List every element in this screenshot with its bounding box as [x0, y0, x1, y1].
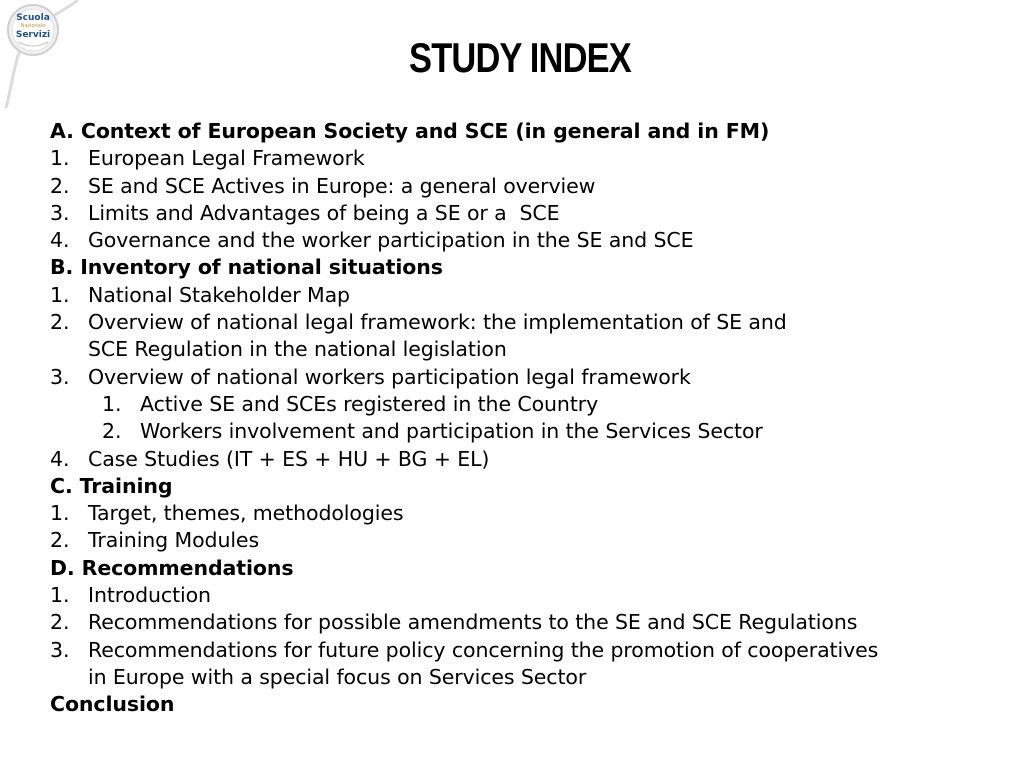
item-text: Workers involvement and participation in the Services Sector: [140, 419, 763, 444]
logo-text-line-3: Servizi: [15, 30, 51, 40]
sub-list-item: [50, 418, 1010, 445]
section-a-heading: A. Context of European Society and SCE (in general and in FM): [50, 119, 770, 143]
section-d-heading: D. Recommendations: [50, 555, 294, 580]
logo-text-line-2: Nazionale: [20, 23, 46, 29]
list-item-continuation: in Europe with a special focus on Services Sector: [88, 664, 587, 689]
item-number: 2.: [50, 528, 70, 553]
item-number: 4.: [50, 228, 70, 253]
list-item: [50, 637, 1010, 664]
item-number: 2.: [50, 173, 70, 198]
item-number: 2.: [50, 310, 70, 335]
item-number: 1.: [50, 146, 70, 171]
item-text: Active SE and SCEs registered in the Country: [140, 391, 599, 416]
list-item: [50, 364, 1010, 391]
list-item: [50, 446, 1010, 473]
item-number: 1.: [102, 391, 122, 416]
list-item: [50, 145, 1010, 172]
conclusion-heading: Conclusion: [50, 692, 175, 717]
item-number: 2.: [50, 610, 70, 635]
item-text: SE and SCE Actives in Europe: a general overview: [88, 173, 596, 198]
item-text: Training Modules: [88, 528, 260, 553]
item-text: European Legal Framework: [88, 146, 365, 171]
item-number: 1.: [50, 501, 70, 526]
list-item-continuation: SCE Regulation in the national legislation: [88, 337, 507, 362]
section-c-heading: C. Training: [50, 473, 173, 498]
list-item: [50, 500, 1010, 527]
list-item: [50, 609, 1010, 636]
study-index-list: [50, 118, 1010, 719]
page-title: STUDY INDEX: [409, 34, 631, 81]
item-number: 3.: [50, 200, 70, 225]
organization-logo: [0, 0, 90, 110]
item-text: National Stakeholder Map: [88, 282, 350, 307]
item-number: 1.: [50, 583, 70, 608]
item-number: 1.: [50, 282, 70, 307]
item-text: Introduction: [88, 583, 211, 608]
item-text: Overview of national workers participation legal framework: [88, 364, 691, 389]
list-item: [50, 200, 1010, 227]
item-text: Case Studies (IT + ES + HU + BG + EL): [88, 446, 490, 471]
item-text: Recommendations for possible amendments to the SE and SCE Regulations: [88, 610, 858, 635]
sub-list-item: [50, 391, 1010, 418]
list-item: [50, 282, 1010, 309]
item-text: Overview of national legal framework: the implementation of SE and: [88, 310, 787, 335]
item-text: Target, themes, methodologies: [88, 501, 404, 526]
section-b-heading: B. Inventory of national situations: [50, 255, 443, 280]
item-number: 4.: [50, 446, 70, 471]
list-item: [50, 582, 1010, 609]
item-text: Limits and Advantages of being a SE or a SCE: [88, 200, 560, 225]
list-item: [50, 227, 1010, 254]
logo-text-line-1: Scuola: [16, 13, 50, 23]
item-number: 2.: [102, 419, 122, 444]
list-item: [50, 173, 1010, 200]
item-text: Recommendations for future policy concerning the promotion of cooperatives: [88, 637, 879, 662]
item-number: 3.: [50, 364, 70, 389]
list-item: [50, 527, 1010, 554]
item-text: Governance and the worker participation in the SE and SCE: [88, 228, 694, 253]
list-item: [50, 309, 1010, 336]
item-number: 3.: [50, 637, 70, 662]
